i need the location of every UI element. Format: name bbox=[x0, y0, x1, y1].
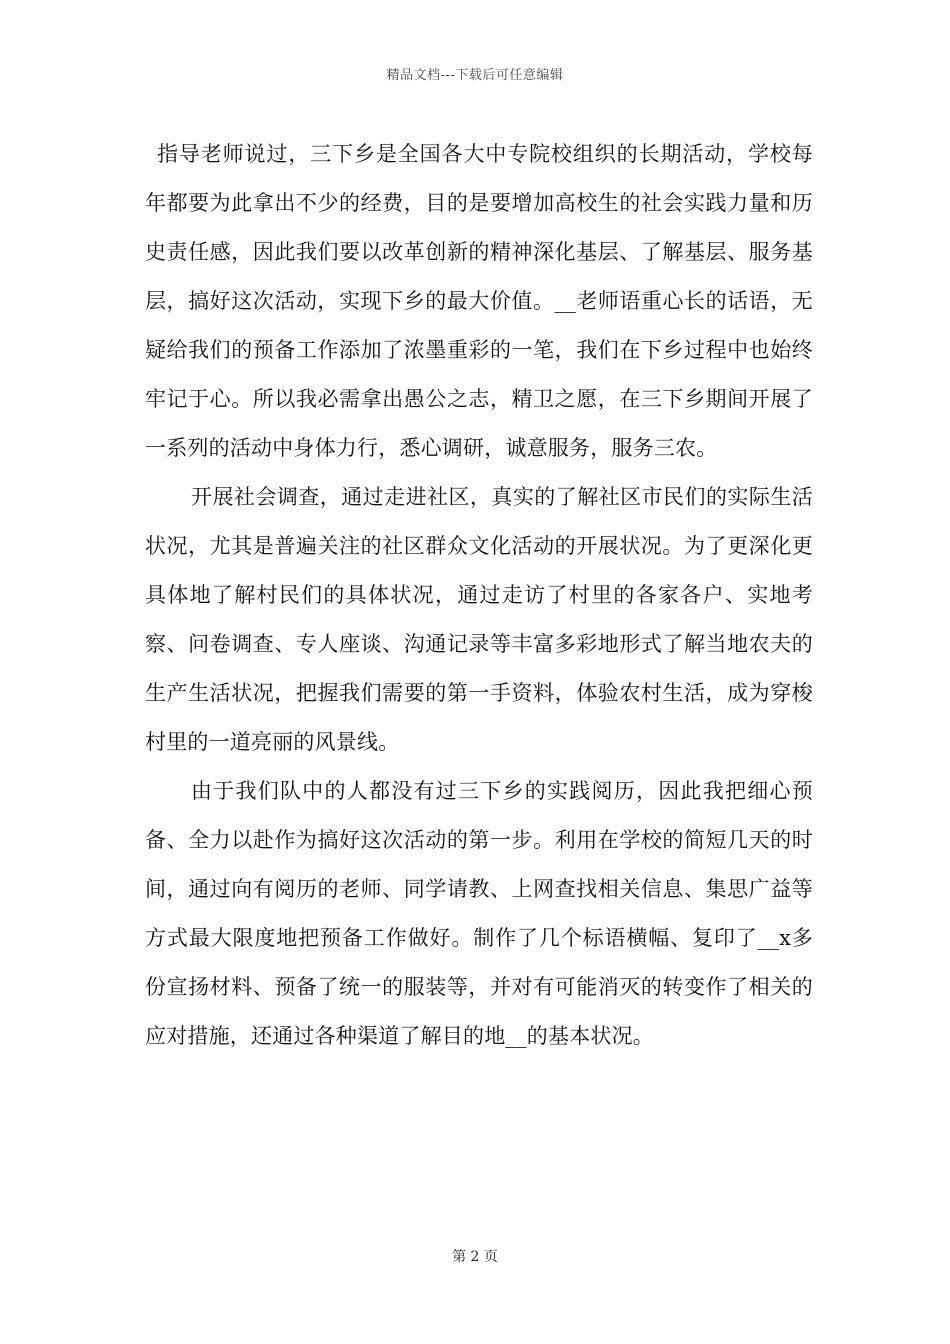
paragraph-3: 由于我们队中的人都没有过三下乡的实践阅历，因此我把细心预备、全力以赴作为搞好这次活动的第一步。利用在学校的简短几天的时间，通过向有阅历的老师、同学请教、上网查找相关信息、集思广益等方式最大限度地把预备工作做好。制作了几个标语横幅、复印了__x多份宣扬材料、预备了统一的服装等，并对有可能消灭的转变作了相关的应对措施，还通过各种渠道了解目的地__的基本状况。 bbox=[145, 779, 813, 1048]
document-body bbox=[145, 130, 813, 1061]
paragraph-1: 指导老师说过，三下乡是全国各大中专院校组织的长期活动，学校每年都要为此拿出不少的经费，目的是要增加高校生的社会实践力量和历史责任感，因此我们要以改革创新的精神深化基层、了解基层、服务基层，搞好这次活动，实现下乡的最大价值。__老师语重心长的话语，无疑给我们的预备工作添加了浓墨重彩的一笔，我们在下乡过程中也始终牢记于心。所以我必需拿出愚公之志，精卫之愿，在三下乡期间开展了一系列的活动中身体力行，悉心调研，诚意服务，服务三农。 bbox=[145, 142, 813, 460]
paragraph-2: 开展社会调查，通过走进社区，真实的了解社区市民们的实际生活状况，尤其是普遍关注的社区群众文化活动的开展状况。为了更深化更具体地了解村民们的具体状况，通过走访了村里的各家各户、实地考察、问卷调查、专人座谈、沟通记录等丰富多彩地形式了解当地农夫的生产生活状况，把握我们需要的第一手资料，体验农村生活，成为穿梭村里的一道亮丽的风景线。 bbox=[145, 485, 813, 754]
page-header: 精品文档---下载后可任意编辑 bbox=[386, 68, 564, 83]
page-number: 第 2 页 bbox=[452, 1249, 498, 1265]
